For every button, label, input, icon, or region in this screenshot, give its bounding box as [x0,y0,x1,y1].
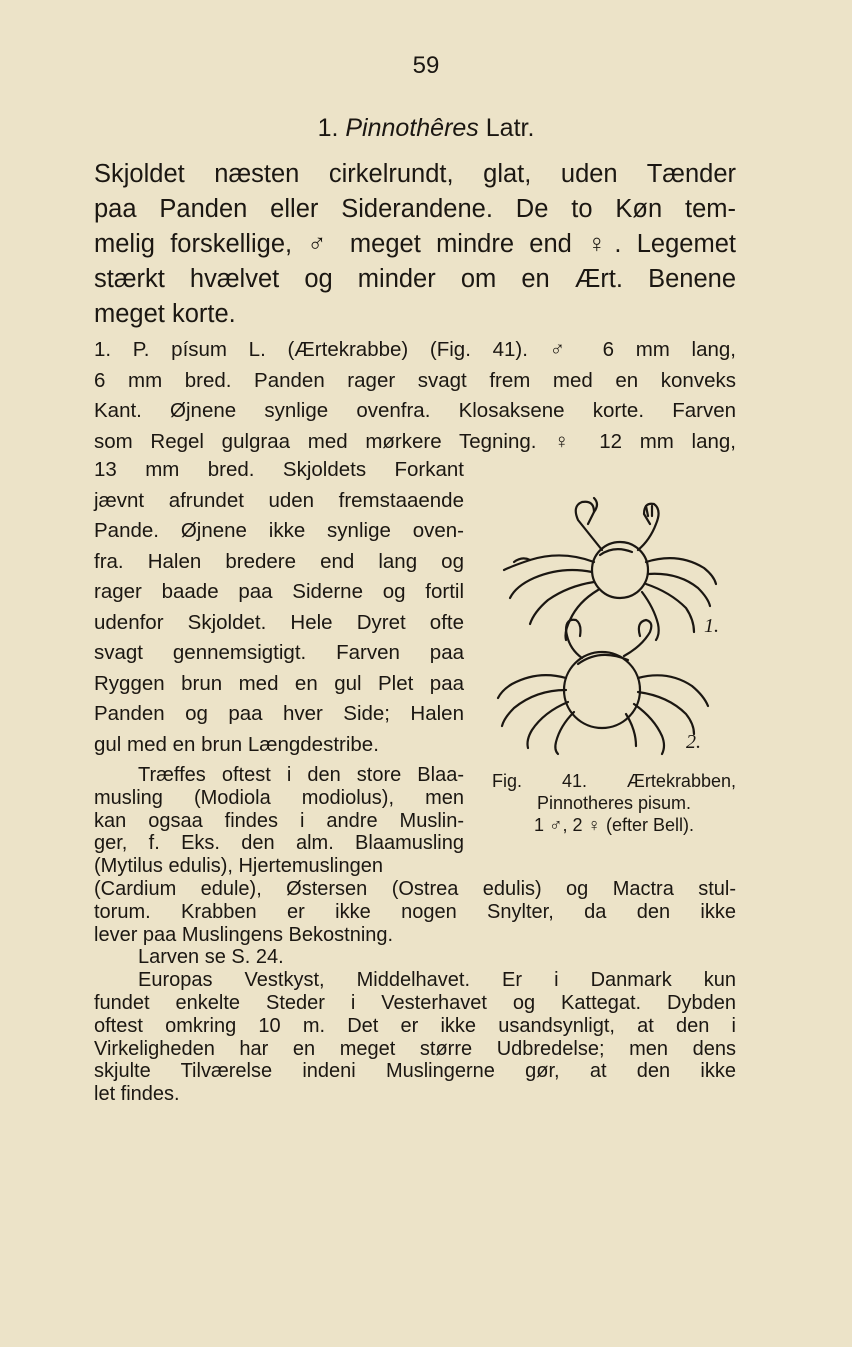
text-line: let findes. [94,1083,180,1106]
male-crab-drawing [504,498,716,640]
habitat-side [94,764,464,878]
heading-number: 1. [317,114,339,142]
habitat-full [94,878,736,1106]
figure-label-1: 1. [704,615,719,637]
text-line: melig forskellige, ♂ meget mindre end ♀. Legemet [94,230,736,258]
text-line: meget korte. [94,300,236,328]
figure-caption [492,770,736,836]
text-line: lever paa Muslingens Bekostning. [94,923,394,946]
text-line: Virkeligheden har en meget større Udbredelse; men dens [94,1037,736,1060]
caption-line: 1 ♂, 2 ♀ (efter Bell). [533,815,695,835]
text-line: oftest omkring 10 m. Det er ikke usandsynligt, at den i [94,1014,736,1037]
text-line: musling (Modiola modiolus), men [94,786,464,809]
figure-label-2: 2. [686,731,701,753]
text-line: fra. Halen bredere end lang og [94,549,464,573]
page-number: 59 [412,52,440,79]
text-line: som Regel gulgraa med mørkere Tegning. ♀ 12 mm lang, [94,429,736,453]
text-line: (Mytilus edulis), Hjertemuslingen [94,855,383,878]
genus-name: Pinnothêres [345,114,479,142]
text-line: (Cardium edule), Østersen (Ostrea edulis) og Mactra stul- [94,878,736,900]
caption-line: Pinnotheres pisum. [536,793,692,813]
text-line: Panden og paa hver Side; Halen [94,702,464,725]
text-line: ger, f. Eks. den alm. Blaamusling [94,832,464,855]
text-line: 1. P. písum L. (Ærtekrabbe) (Fig. 41). ♂ 6 mm lang, [94,338,736,361]
genus-heading [0,114,852,143]
text-line: paa Panden eller Siderandene. De to Køn tem- [94,195,736,223]
text-line: kan ogsaa findes i andre Muslin- [94,809,464,832]
crab-figure [482,490,732,760]
text-line: Træffes oftest i den store Blaa- [138,764,464,786]
text-line: Skjoldet næsten cirkelrundt, glat, uden Tænder [94,160,736,188]
text-line: 13 mm bred. Skjoldets Forkant [94,458,464,481]
text-line: Europas Vestkyst, Middelhavet. Er i Danmark kun [138,969,736,992]
text-line: udenfor Skjoldet. Hele Dyret ofte [94,610,464,634]
species-intro [94,335,736,457]
text-line: svagt gennemsigtigt. Farven paa [94,641,464,664]
text-line: torum. Krabben er ikke nogen Snylter, da den ikke [94,900,736,923]
text-line: Pande. Øjnene ikke synlige oven- [94,519,464,542]
caption-line: Fig. 41. Ærtekrabben, [492,771,736,791]
text-line: rager baade paa Siderne og fortil [94,580,464,603]
text-line: gul med en brun Længdestribe. [94,732,379,756]
text-line: jævnt afrundet uden fremstaaende [94,488,464,512]
text-line: stærkt hvælvet og minder om en Ært. Benene [94,265,736,293]
genus-description [94,157,736,332]
female-description [94,455,464,760]
female-crab-drawing [498,620,708,754]
text-line: skjulte Tilværelse indeni Muslingerne gør, at den ikke [94,1060,736,1083]
text-line: 6 mm bred. Panden rager svagt frem med en konveks [94,368,736,392]
text-line: fundet enkelte Steder i Vesterhavet og Kattegat. Dybden [94,991,736,1014]
text-line: Kant. Øjnene synlige ovenfra. Klosaksene korte. Farven [94,399,736,422]
genus-author: Latr. [485,114,535,142]
text-line: Ryggen brun med en gul Plet paa [94,671,464,695]
larva-reference: Larven se S. 24. [138,946,284,969]
